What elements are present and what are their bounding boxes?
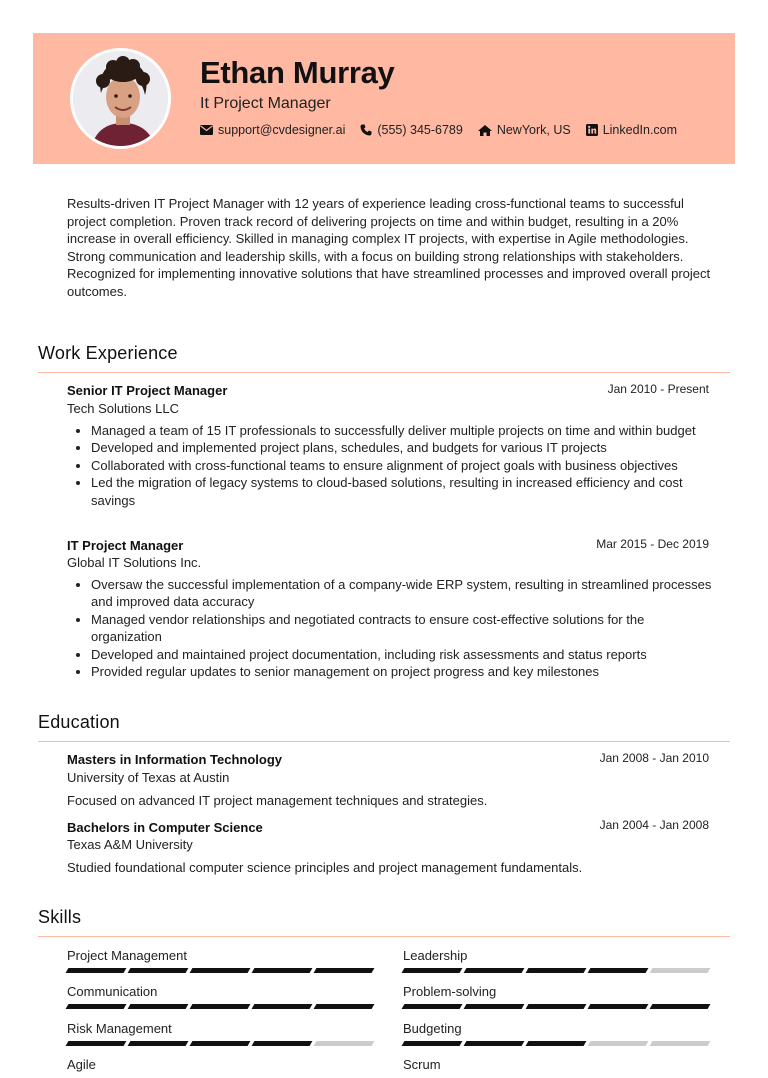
job-bullet: Oversaw the successful implementation of a company-wide ERP system, resulting in streamlined processes and improved data accuracy xyxy=(67,576,717,611)
skill-item xyxy=(67,984,373,1009)
skill-name: Problem-solving xyxy=(403,984,497,999)
job-dates: Jan 2010 - Present xyxy=(607,382,709,396)
skill-level-bar xyxy=(67,1041,373,1046)
envelope-icon xyxy=(200,125,213,135)
skill-level-segment-empty xyxy=(588,1041,649,1046)
job-bullets xyxy=(67,576,717,680)
skill-item xyxy=(403,1021,709,1046)
skill-name: Communication xyxy=(67,984,158,999)
skill-name: Budgeting xyxy=(403,1021,462,1036)
degree-description: Studied foundational computer science principles and project management fundamentals. xyxy=(67,860,583,875)
skill-item xyxy=(67,1057,373,1074)
job-company: Tech Solutions LLC xyxy=(67,401,180,416)
contact-location xyxy=(478,123,571,137)
skill-level-bar xyxy=(403,1004,709,1009)
section-divider xyxy=(38,372,730,373)
degree-description: Focused on advanced IT project management techniques and strategies. xyxy=(67,793,488,808)
skill-item xyxy=(67,948,373,973)
skill-level-segment-filled xyxy=(464,968,525,973)
skill-level-segment-filled xyxy=(588,1004,649,1009)
school-name: Texas A&M University xyxy=(67,837,193,852)
skill-level-segment-filled xyxy=(588,968,649,973)
skill-name: Risk Management xyxy=(67,1021,172,1036)
skill-item xyxy=(403,948,709,973)
email-text: support@cvdesigner.ai xyxy=(218,123,346,137)
degree-title: Bachelors in Computer Science xyxy=(67,820,263,835)
skill-level-segment-filled xyxy=(402,1004,463,1009)
location-text: NewYork, US xyxy=(496,123,571,137)
skill-name: Agile xyxy=(67,1057,96,1072)
skill-level-segment-filled xyxy=(526,1004,587,1009)
skill-level-segment-filled xyxy=(128,968,189,973)
skill-level-segment-filled xyxy=(464,1041,525,1046)
phone-text: (555) 345-6789 xyxy=(377,123,463,137)
skill-item xyxy=(67,1021,373,1046)
linkedin-icon xyxy=(586,124,598,136)
section-title-work-experience: Work Experience xyxy=(38,343,178,363)
skill-level-segment-filled xyxy=(252,968,313,973)
contact-phone[interactable] xyxy=(360,123,462,137)
job-company: Global IT Solutions Inc. xyxy=(67,555,202,570)
skill-level-segment-filled xyxy=(526,968,587,973)
skill-level-segment-filled xyxy=(402,968,463,973)
contact-email[interactable] xyxy=(200,123,345,137)
degree-title: Masters in Information Technology xyxy=(67,752,283,767)
job-bullet: Collaborated with cross-functional teams to ensure alignment of project goals with business objectives xyxy=(67,457,717,474)
skill-item xyxy=(403,1057,709,1074)
skill-level-segment-filled xyxy=(190,968,251,973)
skill-level-segment-empty xyxy=(650,1041,711,1046)
job-dates: Mar 2015 - Dec 2019 xyxy=(596,537,709,551)
job-bullet: Led the migration of legacy systems to cloud-based solutions, resulting in increased efficiency and cost savings xyxy=(67,474,717,509)
skill-level-segment-empty xyxy=(314,1041,375,1046)
home-icon xyxy=(478,125,492,136)
linkedin-text: LinkedIn.com xyxy=(602,123,678,137)
job-title: IT Project Manager xyxy=(67,538,184,553)
skill-name: Scrum xyxy=(403,1057,441,1072)
contact-row xyxy=(200,123,692,137)
section-divider xyxy=(38,741,730,742)
skill-level-segment-filled xyxy=(128,1004,189,1009)
skill-name: Project Management xyxy=(67,948,187,963)
degree-dates: Jan 2008 - Jan 2010 xyxy=(599,751,709,765)
skill-level-segment-filled xyxy=(66,968,127,973)
contact-linkedin[interactable] xyxy=(586,123,677,137)
skill-level-segment-filled xyxy=(314,1004,375,1009)
section-title-education: Education xyxy=(38,712,120,732)
skill-name: Leadership xyxy=(403,948,468,963)
skill-level-segment-filled xyxy=(252,1004,313,1009)
job-bullet: Provided regular updates to senior management on project progress and key milestones xyxy=(67,663,717,680)
job-bullet: Developed and implemented project plans, schedules, and budgets for various IT projects xyxy=(67,439,717,456)
phone-icon xyxy=(360,124,372,136)
skill-level-segment-filled xyxy=(526,1041,587,1046)
skill-level-segment-empty xyxy=(650,968,711,973)
degree-dates: Jan 2004 - Jan 2008 xyxy=(599,818,709,832)
skill-level-bar xyxy=(403,968,709,973)
profile-photo xyxy=(70,48,171,149)
school-name: University of Texas at Austin xyxy=(67,770,230,785)
skill-item xyxy=(403,984,709,1009)
job-bullets xyxy=(67,422,717,509)
skill-level-segment-filled xyxy=(314,968,375,973)
skill-level-segment-filled xyxy=(464,1004,525,1009)
skill-level-segment-filled xyxy=(252,1041,313,1046)
skill-level-bar xyxy=(67,1004,373,1009)
skill-level-segment-filled xyxy=(128,1041,189,1046)
section-divider xyxy=(38,936,730,937)
skill-level-segment-filled xyxy=(190,1041,251,1046)
job-title: Senior IT Project Manager xyxy=(67,383,228,398)
skill-level-segment-filled xyxy=(66,1041,127,1046)
professional-summary: Results-driven IT Project Manager with 12 years of experience leading cross-functional teams to successful project completion. Proven track record of delivering projects on time and within budget, resulting in a 20% increase in overall efficiency. Skilled in managing complex IT projects, with expertise in Agile methodologies. Strong communication and leadership skills, with a focus on building strong relationships with stakeholders. Recognized for implementing innovative solutions that have streamlined processes and improved overall project outcomes. xyxy=(67,196,711,299)
job-bullet: Developed and maintained project documentation, including risk assessments and status reports xyxy=(67,646,717,663)
job-bullet: Managed vendor relationships and negotiated contracts to ensure cost-effective solutions for the organization xyxy=(67,611,717,646)
person-photo-icon xyxy=(73,51,171,149)
section-title-skills: Skills xyxy=(38,907,82,927)
candidate-name: Ethan Murray xyxy=(200,55,395,90)
skill-level-segment-filled xyxy=(650,1004,711,1009)
candidate-role: It Project Manager xyxy=(200,95,331,112)
resume-header xyxy=(33,33,735,164)
skill-level-segment-filled xyxy=(66,1004,127,1009)
skill-level-segment-filled xyxy=(190,1004,251,1009)
skill-level-segment-filled xyxy=(402,1041,463,1046)
skill-level-bar xyxy=(67,968,373,973)
skill-level-bar xyxy=(403,1041,709,1046)
job-bullet: Managed a team of 15 IT professionals to successfully deliver multiple projects on time and within budget xyxy=(67,422,717,439)
